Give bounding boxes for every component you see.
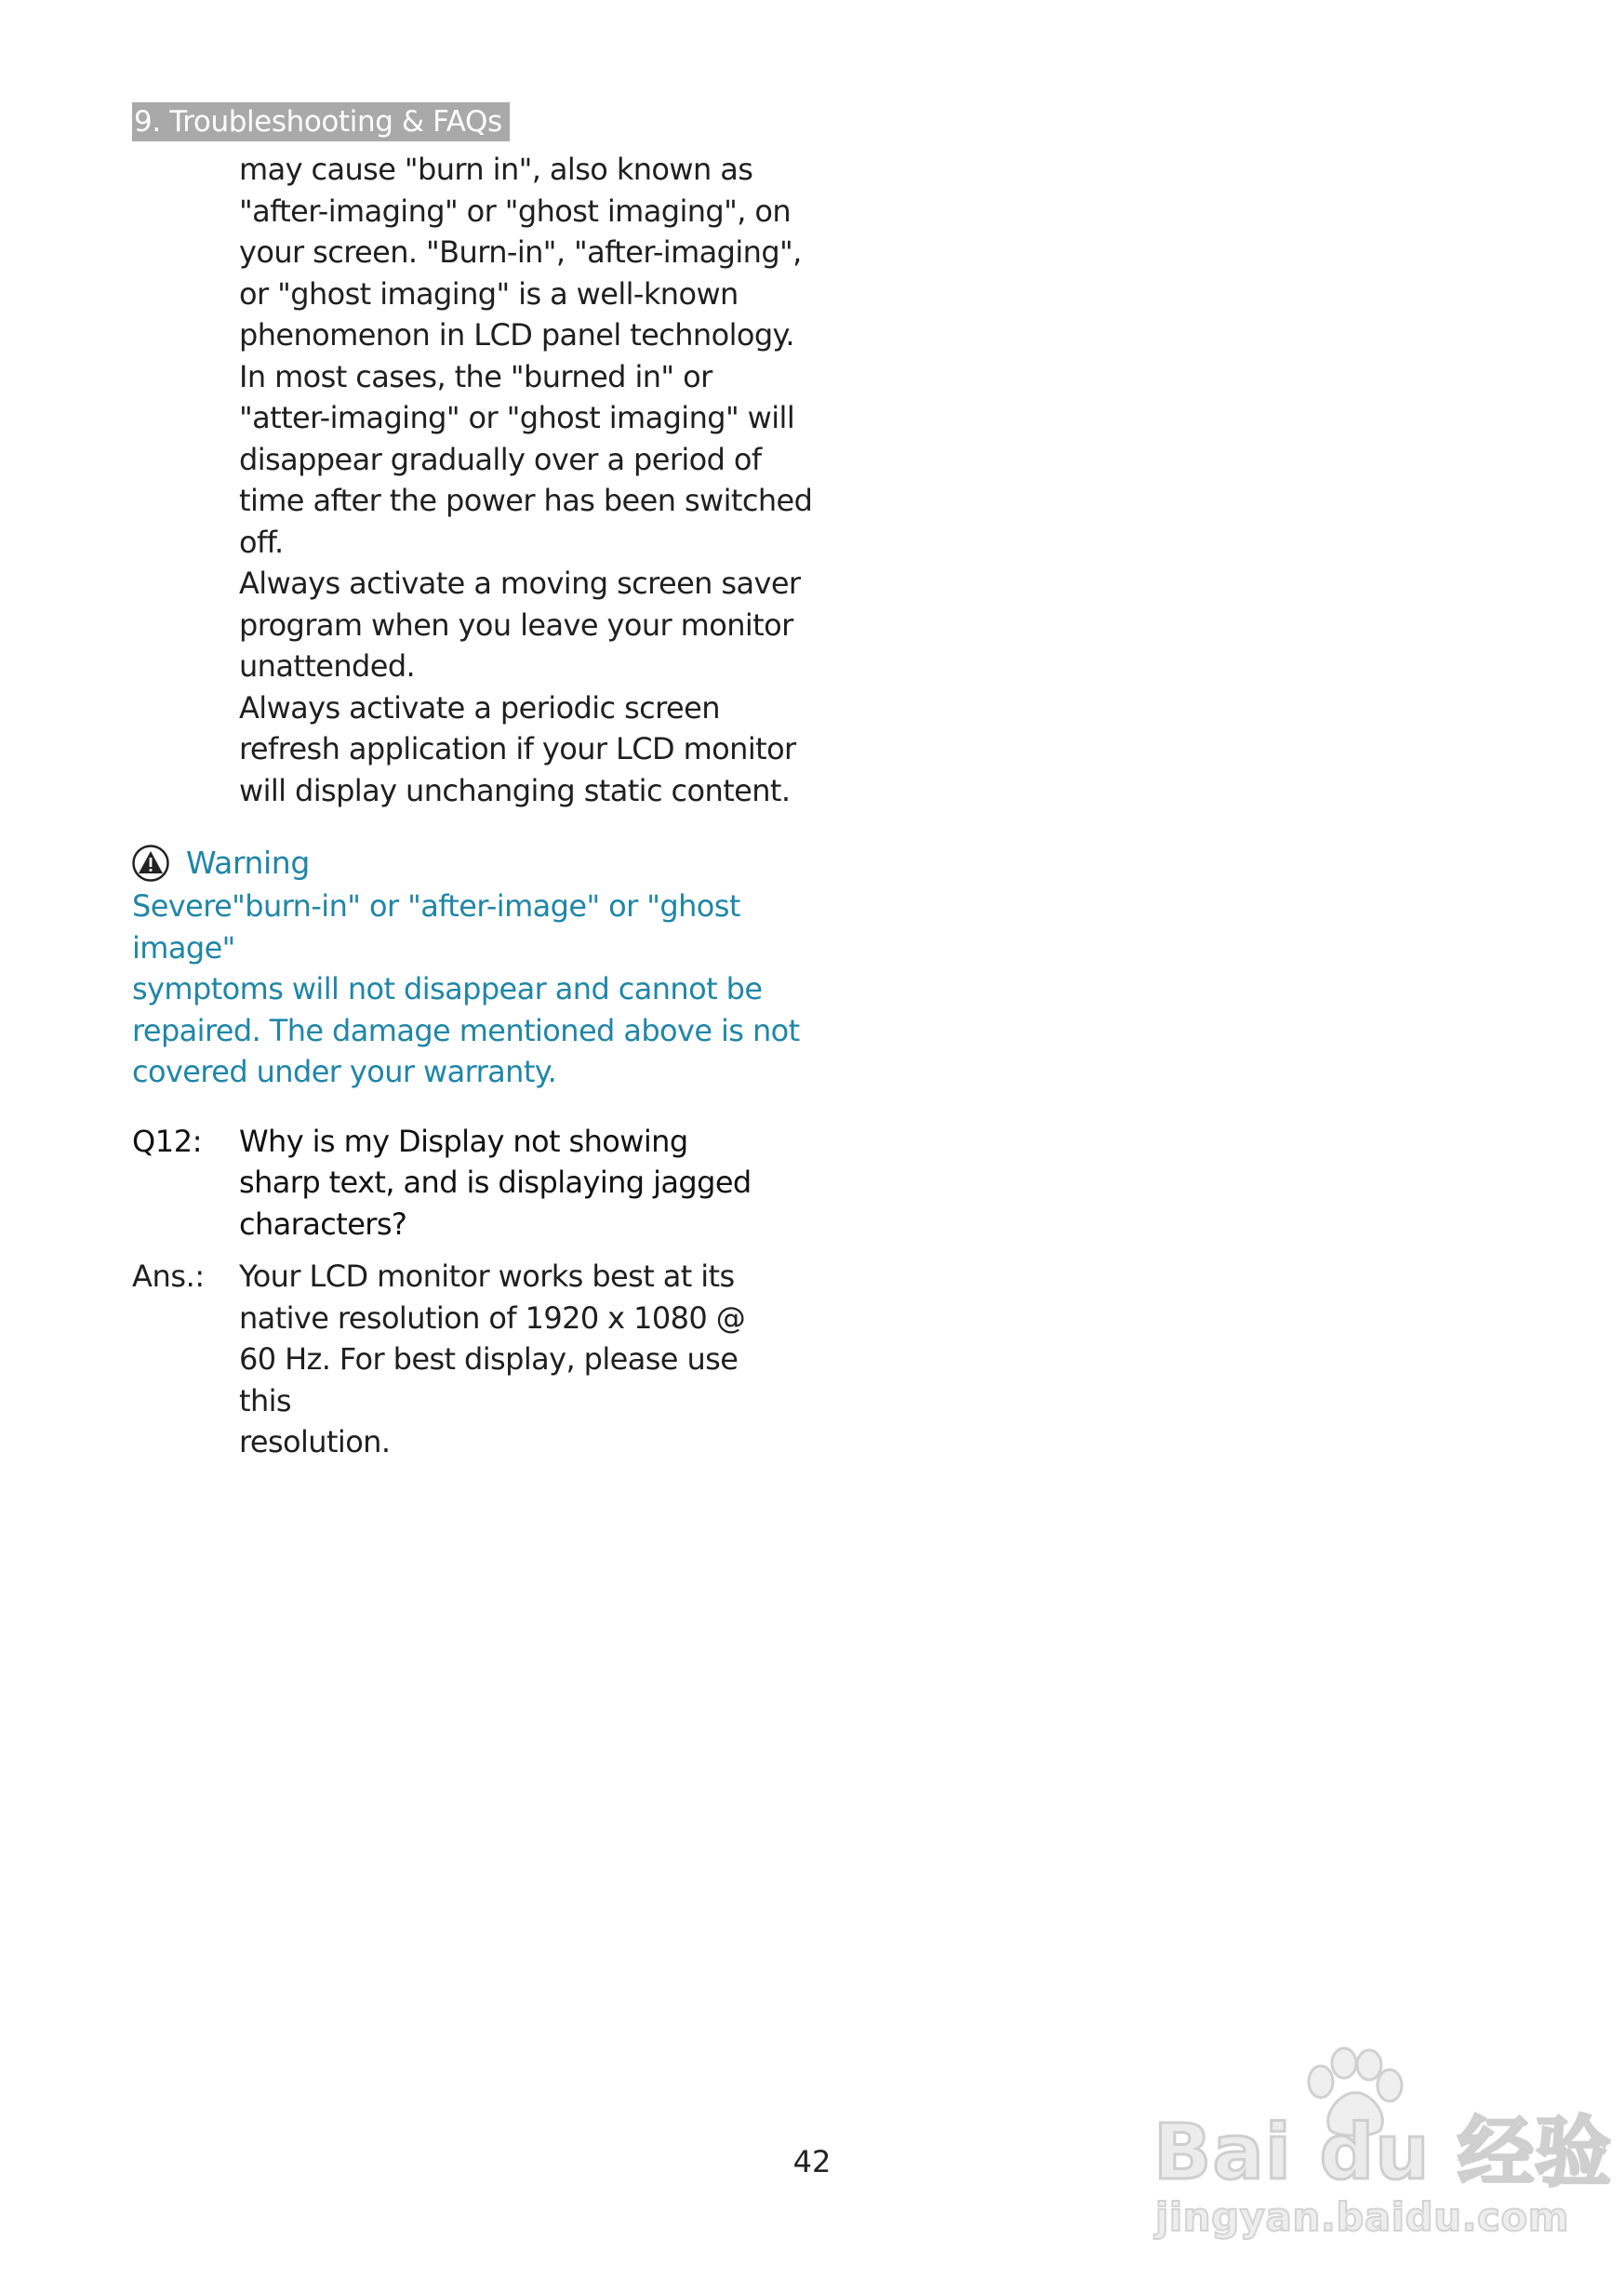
- warning-icon: [132, 845, 169, 882]
- question-line: Why is my Display not showing: [239, 1123, 688, 1159]
- body-line: Always activate a periodic screen: [239, 689, 720, 726]
- page-number: 42: [792, 2144, 832, 2179]
- answer-text: [239, 1256, 779, 1463]
- warning-line: Severe"burn-in" or "after-image" or "ghost image": [132, 888, 740, 966]
- burn-in-paragraph: [239, 149, 816, 811]
- body-line: refresh application if your LCD monitor: [239, 731, 796, 766]
- baidu-watermark: [1153, 2046, 1613, 2242]
- answer-line: Your LCD monitor works best at its: [239, 1259, 735, 1294]
- body-line: time after the power has been switched: [239, 483, 813, 518]
- body-line: In most cases, the "burned in" or: [239, 358, 712, 394]
- answer-line: native resolution of 1920 x 1080 @: [239, 1299, 746, 1336]
- body-line: may cause "burn in", also known as: [239, 152, 753, 187]
- body-line: program when you leave your monitor: [239, 606, 793, 643]
- question-text: [239, 1121, 779, 1246]
- warning-line: symptoms will not disappear and cannot be: [132, 971, 763, 1006]
- page-content: [132, 149, 839, 1463]
- answer-label: Ans.:: [132, 1259, 205, 1294]
- body-line: phenomenon in LCD panel technology.: [239, 317, 794, 353]
- faq-question: [132, 1121, 839, 1246]
- faq-answer: [132, 1256, 839, 1463]
- answer-line: resolution.: [239, 1424, 391, 1459]
- watermark-brand: Bai du 经验: [1153, 2109, 1613, 2197]
- question-line: sharp text, and is displaying jagged: [239, 1165, 752, 1200]
- body-line: disappear gradually over a period of: [239, 441, 762, 477]
- warning-title: Warning: [186, 845, 310, 881]
- question-label: Q12:: [132, 1123, 203, 1159]
- body-line: unattended.: [239, 648, 416, 684]
- section-header-tab: 9. Troubleshooting & FAQs: [132, 102, 510, 141]
- body-line: off.: [239, 524, 284, 560]
- warning-line: repaired. The damage mentioned above is not: [132, 1012, 800, 1048]
- warning-line: covered under your warranty.: [132, 1054, 557, 1089]
- body-line: will display unchanging static content.: [239, 772, 791, 808]
- warning-heading: [132, 843, 839, 884]
- body-line: your screen. "Burn-in", "after-imaging",: [239, 234, 802, 270]
- question-line: characters?: [239, 1206, 407, 1242]
- body-line: or "ghost imaging" is a well-known: [239, 275, 739, 312]
- body-line: "after-imaging" or "ghost imaging", on: [239, 193, 792, 229]
- body-line: "atter-imaging" or "ghost imaging" will: [239, 400, 795, 435]
- warning-body: [132, 886, 802, 1093]
- answer-line: 60 Hz. For best display, please use this: [239, 1341, 739, 1419]
- body-line: Always activate a moving screen saver: [239, 566, 801, 601]
- watermark-url: jingyan.baidu.com: [1155, 2194, 1570, 2240]
